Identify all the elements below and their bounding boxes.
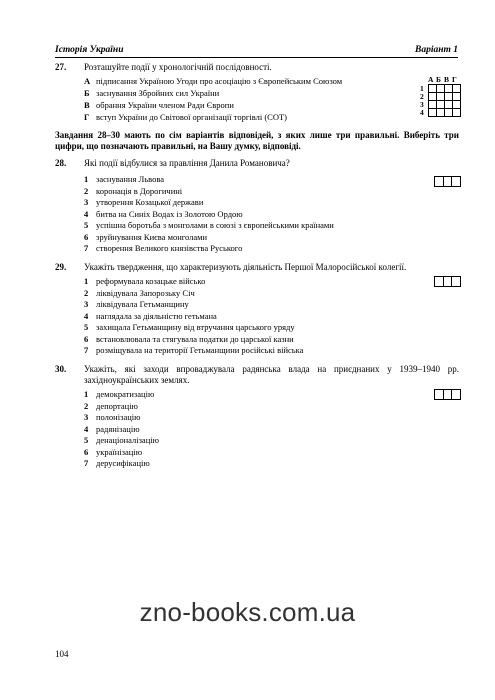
question-number: 27.: [55, 62, 67, 72]
question-number: 29.: [55, 262, 67, 272]
option-number: 3: [84, 197, 89, 207]
option-number: 5: [84, 322, 89, 332]
grid-column-label: А: [428, 75, 434, 84]
list-item: [84, 435, 159, 445]
list-item: [84, 334, 294, 344]
list-item: [84, 276, 205, 286]
option-number: 4: [84, 423, 89, 434]
list-item: [84, 288, 195, 298]
option-text: битва на Синіх Водах із Золотою Ордою: [96, 208, 243, 219]
option-text: дерусифікацію: [96, 458, 150, 468]
option-text: розміщувала на території Гетьманщини російські війська: [96, 345, 304, 355]
list-item: [84, 174, 164, 184]
question-text-line2: західноукраїнських землях.: [84, 375, 190, 385]
list-item: [84, 209, 243, 219]
option-text: обрання України членом Ради Європи: [96, 100, 234, 110]
question-number: 28.: [55, 158, 67, 168]
list-item: [84, 447, 142, 457]
option-v: [84, 100, 234, 110]
option-text: створення Великого князівства Руського: [96, 243, 243, 253]
option-text: зруйнування Києва монголами: [96, 231, 208, 242]
option-text: ліквідувала Гетьманщину: [96, 299, 189, 309]
subject-title: Історія України: [55, 45, 124, 55]
question-text-line1: Укажіть, які заходи впроваджувала радянська влада на приєднаних у 1939–1940 рр.: [84, 364, 459, 374]
option-letter: Б: [84, 88, 90, 98]
matching-answer-grid[interactable]: [420, 75, 460, 119]
header-divider: [55, 57, 458, 58]
question-number: 30.: [55, 364, 67, 374]
option-number: 5: [84, 220, 89, 230]
option-number: 1: [84, 174, 89, 184]
option-number: 2: [84, 400, 89, 411]
option-g: [84, 112, 287, 122]
option-a: [84, 76, 342, 86]
list-item: [84, 232, 207, 242]
option-number: 7: [84, 345, 89, 355]
option-text: демократизацію: [96, 389, 155, 399]
answer-box[interactable]: [451, 276, 461, 287]
option-number: 2: [84, 185, 89, 196]
page-number: 104: [55, 649, 69, 659]
variant-label: Варіант 1: [414, 45, 458, 55]
option-number: 7: [84, 458, 89, 468]
option-number: 3: [84, 412, 89, 422]
grid-column-label: Г: [452, 75, 457, 84]
option-number: 2: [84, 287, 89, 298]
list-item: [84, 186, 182, 196]
option-number: 5: [84, 435, 89, 445]
list-item: [84, 458, 150, 468]
option-number: 6: [84, 333, 89, 344]
question-text: Розташуйте події у хронологічній послідовності.: [84, 62, 272, 72]
option-text: українізацію: [96, 446, 143, 457]
question-text: Які події відбулися за правління Данила Романовича?: [84, 158, 290, 168]
option-text: наглядала за діяльністю гетьмана: [96, 310, 217, 321]
option-text: коронація в Дорогичині: [96, 185, 183, 196]
option-text: заснування Львова: [96, 174, 165, 184]
list-item: [84, 322, 295, 332]
page-header: [55, 44, 458, 58]
option-text: ліквідувала Запорозьку Січ: [96, 287, 195, 298]
option-number: 4: [84, 310, 89, 321]
list-item: [84, 389, 154, 399]
option-number: 1: [84, 389, 89, 399]
list-item: [84, 243, 242, 253]
grid-row-label: 2: [420, 92, 424, 101]
question-text: Укажіть твердження, що характеризують діяльність Першої Малоросійської колегії.: [84, 262, 407, 272]
grid-row-label: 1: [420, 84, 424, 93]
option-text: вступ України до Світової організації торгівлі (СОТ): [96, 112, 287, 122]
option-number: 6: [84, 231, 89, 242]
option-b: [84, 88, 219, 98]
option-text: денаціоналізацію: [96, 435, 159, 445]
option-number: 3: [84, 299, 89, 309]
option-text: реформувала козацьке військо: [96, 276, 206, 286]
option-number: 6: [84, 446, 89, 457]
grid-row-label: 3: [420, 100, 424, 109]
answer-boxes[interactable]: [434, 176, 461, 187]
option-letter: А: [84, 76, 91, 86]
option-text: радянізацію: [96, 423, 140, 434]
option-letter: В: [84, 100, 90, 110]
site-watermark: zno-books.com.ua: [139, 597, 356, 627]
answer-box[interactable]: [451, 389, 461, 400]
option-text: встановлювала та стягувала податки до царської казни: [96, 333, 294, 344]
answer-boxes[interactable]: [434, 276, 461, 287]
option-number: 7: [84, 243, 89, 253]
grid-column-label: Б: [436, 75, 441, 84]
option-number: 1: [84, 276, 89, 286]
list-item: [84, 299, 189, 309]
list-item: [84, 197, 203, 207]
list-item: [84, 401, 138, 411]
list-item: [84, 412, 140, 422]
grid-cell[interactable]: [452, 108, 461, 117]
grid-cells[interactable]: [428, 84, 460, 116]
option-text: утворення Козацької держави: [96, 197, 204, 207]
option-text: успішна боротьба з монголами в союзі з європейськими країнами: [96, 220, 334, 230]
list-item: [84, 311, 217, 321]
list-item: [84, 345, 303, 355]
option-text: підписання Україною Угоди про асоціацію з Європейським Союзом: [96, 76, 343, 86]
list-item: [84, 424, 140, 434]
option-text: заснування Збройних сил України: [96, 88, 220, 98]
answer-box[interactable]: [451, 176, 461, 187]
option-letter: Г: [84, 112, 90, 122]
answer-boxes[interactable]: [434, 389, 461, 400]
option-number: 4: [84, 208, 89, 219]
section-instructions: Завдання 28–30 мають по сім варіантів відповідей, з яких лише три правильні. Виберіть три цифри, що позначають правильні, на Вашу думку, відповіді.: [55, 130, 459, 151]
option-text: депортацію: [96, 400, 138, 411]
option-text: полонізацію: [96, 412, 141, 422]
grid-row-label: 4: [420, 108, 424, 117]
grid-column-label: В: [444, 75, 450, 84]
list-item: [84, 220, 334, 230]
option-text: захищала Гетьманщину від втручання царського уряду: [96, 322, 295, 332]
